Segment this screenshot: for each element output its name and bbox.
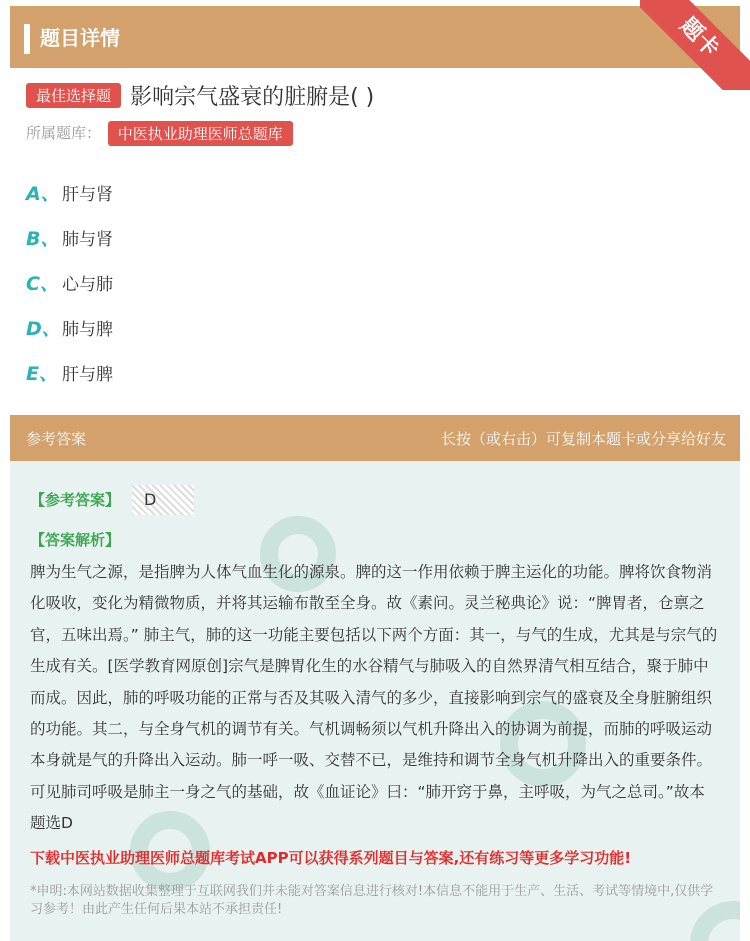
answer-panel [10, 461, 740, 941]
analysis-text: 脾为生气之源，是指脾为人体气血生化的源泉。脾的这一作用依赖于脾主运化的功能。脾将饮食物消化吸收，变化为精微物质，并将其运输布散至全身。故《素问。灵兰秘典论》说：“脾胃者，仓禀之官，五味出焉。” 肺主气，肺的这一功能主要包括以下两个方面：其一，与气的生成，尤其是与宗气的生成有关。[医学教育网原创]宗气是脾胃化生的水谷精气与肺吸入的自然界清气相互结合，聚于肺中而成。因此，肺的呼吸功能的正常与否及其吸入清气的多少，直接影响到宗气的盛衰及全身脏腑组织的功能。其二，与全身气机的调节有关。气机调畅须以气机升降出入的协调为前提，而肺的呼吸运动本身就是气的升降出入运动。肺一呼一吸、交替不已，是维持和调节全身气机升降出入的重要条件。可见肺司呼吸是肺主一身之气的基础，故《血证论》曰：“肺开窍于鼻，主呼吸，为气之总司。”故本题选D [30, 563, 718, 833]
page-header [10, 6, 740, 68]
question-library [26, 121, 293, 146]
answer-label: 【参考答案】 [30, 491, 121, 509]
option-text: 肺与脾 [62, 320, 113, 340]
option-text: 肝与脾 [62, 365, 113, 385]
disclaimer: *申明:本网站数据收集整理于互联网我们并未能对答案信息进行核对!本信息不能用于生产、生活、考试等情境中,仅供学习参考！由此产生任何后果本站不承担责任! [30, 884, 714, 917]
option-d[interactable] [26, 305, 113, 350]
answer-header-title: 参考答案 [26, 430, 87, 448]
corner-badge [640, 0, 750, 90]
option-text: 肺与肾 [62, 230, 113, 250]
app-promo-link[interactable]: 下载中医执业助理医师总题库考试APP可以获得系列题目与答案,还有练习等更多学习功能! [30, 849, 632, 867]
option-letter: D、 [26, 318, 61, 340]
option-letter: A、 [26, 183, 60, 205]
header-accent-bar [24, 24, 30, 54]
option-b[interactable] [26, 215, 113, 260]
option-c[interactable] [26, 260, 113, 305]
option-text: 心与肺 [62, 275, 113, 295]
question-type-tag: 最佳选择题 [26, 83, 121, 108]
library-label: 所属题库： [26, 124, 102, 142]
question-text: 影响宗气盛衰的脏腑是( ) [130, 85, 375, 110]
share-hint: 长按（或右击）可复制本题卡或分享给好友 [440, 430, 726, 448]
option-letter: C、 [26, 273, 59, 295]
analysis-label: 【答案解析】 [30, 531, 121, 549]
corner-badge-label: 题卡 [640, 0, 750, 90]
option-e[interactable] [26, 350, 113, 395]
option-letter: B、 [26, 228, 60, 250]
options-list [26, 170, 113, 395]
page-title: 题目详情 [40, 26, 120, 50]
option-text: 肝与肾 [62, 185, 113, 205]
option-a[interactable] [26, 170, 113, 215]
option-letter: E、 [26, 363, 58, 385]
answer-header [10, 415, 740, 461]
library-tag[interactable]: 中医执业助理医师总题库 [108, 121, 293, 146]
question-line [26, 80, 726, 111]
answer-value: D [132, 485, 194, 515]
